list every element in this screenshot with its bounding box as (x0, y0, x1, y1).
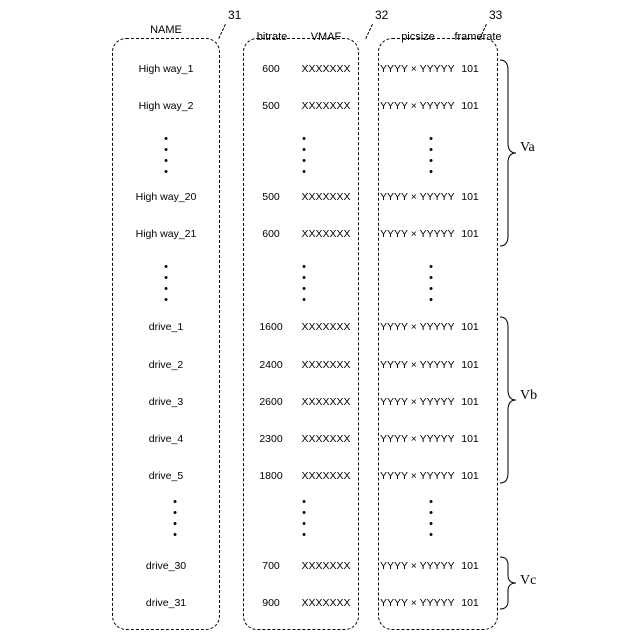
group-brace-vb (498, 315, 518, 485)
bitrate-vmaf-column-box (243, 38, 359, 630)
table-row (0, 99, 640, 113)
cell-framerate: 101 (461, 396, 479, 408)
cell-vmaf: XXXXXXX (301, 433, 351, 445)
ellipsis-bitrate-1: • • • • (302, 133, 306, 178)
column-header-name: NAME (150, 24, 182, 36)
cell-framerate: 101 (461, 433, 479, 445)
cell-picsize: YYYY × YYYYY (380, 321, 455, 333)
column-header-vmaf: VMAF (310, 31, 342, 43)
cell-name: drive_2 (148, 359, 184, 371)
ellipsis-name-1: • • • • (164, 133, 168, 178)
cell-vmaf: XXXXXXX (301, 560, 351, 572)
ellipsis-name-3: • • • • (173, 496, 177, 541)
cell-framerate: 101 (461, 63, 479, 75)
cell-bitrate: 700 (262, 560, 280, 572)
cell-picsize: YYYY × YYYYY (380, 63, 455, 75)
ellipsis-picsize-2: • • • • (429, 261, 433, 306)
reference-numeral-33: 33 (489, 8, 503, 22)
cell-bitrate: 2400 (259, 359, 283, 371)
group-label-vc: Vc (520, 573, 537, 588)
cell-bitrate: 2600 (259, 396, 283, 408)
cell-vmaf: XXXXXXX (301, 191, 351, 203)
ellipsis-picsize-3: • • • • (429, 496, 433, 541)
cell-framerate: 101 (461, 228, 479, 240)
cell-bitrate: 600 (262, 63, 280, 75)
cell-vmaf: XXXXXXX (301, 597, 351, 609)
leader-line-32 (365, 24, 373, 39)
cell-vmaf: XXXXXXX (301, 470, 351, 482)
ellipsis-name-2: • • • • (164, 261, 168, 306)
ellipsis-picsize-1: • • • • (429, 133, 433, 178)
cell-bitrate: 2300 (259, 433, 283, 445)
table-row (0, 395, 640, 409)
reference-numeral-31: 31 (228, 8, 242, 22)
cell-framerate: 101 (461, 191, 479, 203)
table-row (0, 320, 640, 334)
table-row (0, 62, 640, 76)
cell-name: drive_1 (148, 321, 184, 333)
cell-picsize: YYYY × YYYYY (380, 100, 455, 112)
group-label-va: Va (520, 140, 535, 155)
cell-vmaf: XXXXXXX (301, 396, 351, 408)
cell-bitrate: 600 (262, 228, 280, 240)
picsize-framerate-column-box (378, 38, 498, 630)
cell-vmaf: XXXXXXX (301, 359, 351, 371)
cell-framerate: 101 (461, 321, 479, 333)
reference-numeral-32: 32 (375, 8, 389, 22)
cell-name: drive_4 (148, 433, 184, 445)
cell-picsize: YYYY × YYYYY (380, 191, 455, 203)
column-header-framerate: framerate (454, 31, 502, 43)
table-row (0, 469, 640, 483)
cell-bitrate: 1800 (259, 470, 283, 482)
ellipsis-bitrate-3: • • • • (302, 496, 306, 541)
cell-name: drive_3 (148, 396, 184, 408)
name-column-box (112, 38, 220, 630)
cell-vmaf: XXXXXXX (301, 63, 351, 75)
cell-vmaf: XXXXXXX (301, 228, 351, 240)
ellipsis-bitrate-2: • • • • (302, 261, 306, 306)
cell-framerate: 101 (461, 359, 479, 371)
cell-framerate: 101 (461, 100, 479, 112)
cell-bitrate: 900 (262, 597, 280, 609)
cell-vmaf: XXXXXXX (301, 100, 351, 112)
cell-bitrate: 500 (262, 100, 280, 112)
cell-name: drive_30 (145, 560, 187, 572)
cell-name: drive_31 (145, 597, 187, 609)
cell-picsize: YYYY × YYYYY (380, 433, 455, 445)
cell-picsize: YYYY × YYYYY (380, 470, 455, 482)
table-row (0, 432, 640, 446)
column-header-picsize: picsize (401, 31, 435, 43)
table-row (0, 559, 640, 573)
cell-name: drive_5 (148, 470, 184, 482)
cell-picsize: YYYY × YYYYY (380, 359, 455, 371)
cell-name: High way_2 (138, 100, 194, 112)
group-brace-va (498, 58, 518, 248)
cell-framerate: 101 (461, 597, 479, 609)
cell-name: High way_1 (138, 63, 194, 75)
cell-picsize: YYYY × YYYYY (380, 396, 455, 408)
cell-framerate: 101 (461, 560, 479, 572)
cell-picsize: YYYY × YYYYY (380, 228, 455, 240)
cell-vmaf: XXXXXXX (301, 321, 351, 333)
cell-name: High way_20 (135, 191, 197, 203)
table-row (0, 190, 640, 204)
cell-picsize: YYYY × YYYYY (380, 560, 455, 572)
cell-bitrate: 1600 (259, 321, 283, 333)
table-row (0, 227, 640, 241)
column-header-bitrate: bitrate (256, 31, 288, 43)
table-row (0, 358, 640, 372)
group-brace-vc (498, 555, 518, 611)
group-label-vb: Vb (520, 388, 538, 403)
cell-bitrate: 500 (262, 191, 280, 203)
cell-picsize: YYYY × YYYYY (380, 597, 455, 609)
cell-name: High way_21 (135, 228, 197, 240)
cell-framerate: 101 (461, 470, 479, 482)
table-row (0, 596, 640, 610)
